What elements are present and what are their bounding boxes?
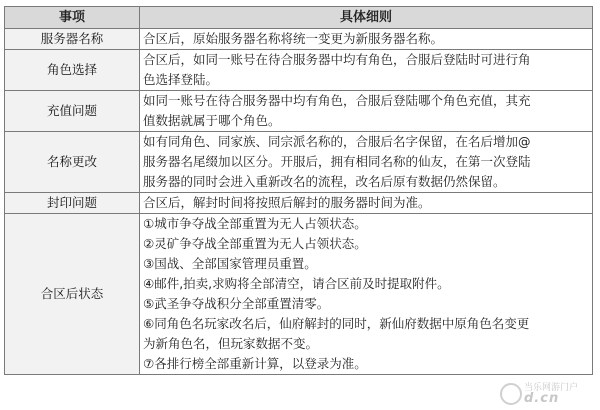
watermark — [500, 380, 586, 406]
row-item-label: 服务器名称 — [5, 29, 140, 50]
table-row — [5, 91, 593, 132]
table-row — [5, 193, 593, 214]
watermark-top-text: 当乐网游门户 — [524, 383, 579, 393]
row-item-label: 封印问题 — [5, 193, 140, 214]
header-detail: 具体细则 — [140, 7, 593, 29]
row-detail — [140, 50, 593, 91]
row-item-label: 角色选择 — [5, 50, 140, 91]
dangle-logo-icon — [500, 383, 522, 405]
detail-line: 服务器名尾缀加以区分。开服后，拥有相同名称的仙友，在第一次登陆 — [143, 154, 531, 169]
row-detail — [140, 29, 593, 50]
detail-line: 如有同角色、同家族、同宗派名称的，合服后名字保留，在名后增加@ — [143, 134, 531, 149]
detail-line: 合区后，如同一账号在待合服务器中均有角色，合服后登陆时可进行角 — [143, 52, 531, 67]
detail-line: 如同一账号在待合服务器中均有角色，合服后登陆哪个角色充值，其充 — [143, 93, 531, 108]
detail-line: ⑤武圣争夺战积分全部重置清零。 — [143, 296, 330, 311]
detail-line: 值数据就属于哪个角色。 — [143, 113, 281, 128]
detail-line: ⑦各排行榜全部重新计算，以登录为准。 — [143, 356, 367, 371]
watermark-bottom-text: d.cn — [524, 391, 560, 406]
detail-line: 服务器的同时会进入重新改名的流程，改名后原有数据仍然保留。 — [143, 174, 506, 189]
table-row — [5, 214, 593, 375]
row-detail — [140, 91, 593, 132]
detail-line: ⑥同角色名玩家改名后，仙府解封的同时，新仙府数据中原角色名变更 — [143, 316, 530, 331]
detail-line: ②灵矿争夺战全部重置为无人占领状态。 — [143, 236, 367, 251]
merge-rules-table — [4, 6, 593, 375]
row-detail — [140, 193, 593, 214]
row-item-label: 合区后状态 — [5, 214, 140, 375]
table-row — [5, 29, 593, 50]
header-item: 事项 — [5, 7, 140, 29]
table-row — [5, 132, 593, 193]
detail-line: 为新角色名，但玩家数据不变。 — [143, 336, 319, 351]
table-row — [5, 50, 593, 91]
detail-line: 色选择登陆。 — [143, 72, 219, 87]
row-detail — [140, 132, 593, 193]
table-header-row — [5, 7, 593, 29]
detail-line: ①城市争夺战全部重置为无人占领状态。 — [143, 216, 367, 231]
row-item-label: 名称更改 — [5, 132, 140, 193]
row-detail — [140, 214, 593, 375]
detail-line: ③国战、全部国家管理员重置。 — [143, 256, 317, 271]
detail-line: 合区后，原始服务器名称将统一变更为新服务器名称。 — [143, 31, 444, 46]
detail-line: 合区后，解封时间将按照后解封的服务器时间为准。 — [143, 195, 431, 210]
row-item-label: 充值问题 — [5, 91, 140, 132]
detail-line: ④邮件,拍卖,求购将全部清空，请合区前及时提取附件。 — [143, 276, 450, 291]
